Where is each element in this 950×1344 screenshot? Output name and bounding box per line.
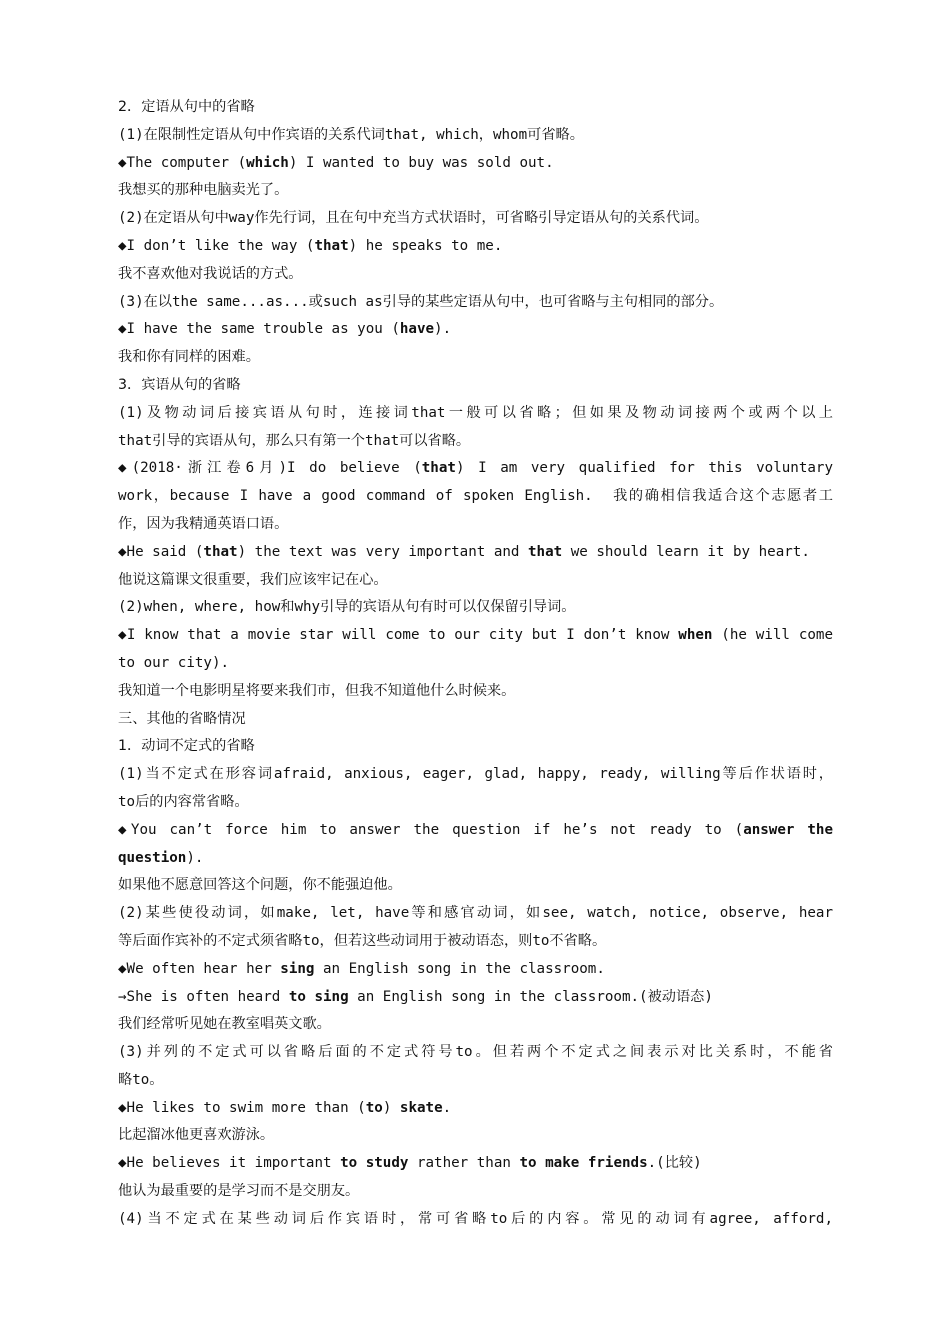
example-sentence: to our city). [118, 654, 230, 671]
example-translation: 比起溜冰他更喜欢游泳。 [118, 1127, 275, 1144]
rule-text: (3)并列的不定式可以省略后面的不定式符号to。但若两个不定式之间表示对比关系时，不能省 [118, 1044, 833, 1061]
example-sentence: ◆He likes to swim more than (to) skate. [118, 1099, 452, 1116]
rule-text: (4)当不定式在某些动词后作宾语时，常可省略to后的内容。常见的动词有agree, afford, [118, 1210, 833, 1227]
example-translation: 我和你有同样的困难。 [118, 349, 260, 366]
example-sentence: ◆The computer (which) I wanted to buy was sold out. [118, 154, 554, 171]
example-translation: 他认为最重要的是学习而不是交朋友。 [118, 1183, 360, 1200]
example-sentence: ◆(2018·浙江卷6月)I do believe (that) I am very qualified for this voluntary [118, 460, 833, 477]
example-sentence: →She is often heard to sing an English song in the classroom.(被动语态) [118, 988, 713, 1005]
rule-text: 等后面作宾补的不定式须省略to，但若这些动词用于被动语态，则to不省略。 [118, 932, 607, 949]
example-sentence: ◆I don’t like the way (that) he speaks to me. [118, 237, 503, 254]
example-sentence: ◆I have the same trouble as you (have). [118, 321, 452, 338]
example-translation: 我不喜欢他对我说话的方式。 [118, 265, 303, 282]
example-translation: 我们经常听见她在教室唱英文歌。 [118, 1016, 331, 1033]
rule-text: (1)及物动词后接宾语从句时，连接词that一般可以省略；但如果及物动词接两个或两个以上 [118, 404, 833, 421]
heading-infinitive-ellipsis: 1．动词不定式的省略 [118, 738, 255, 755]
rule-text: (2)when, where, how和why引导的宾语从句有时可以仅保留引导词。 [118, 599, 576, 616]
rule-text: (2)某些使役动词，如make, let, have等和感官动词，如see, watch, notice, observe, hear [118, 905, 833, 922]
rule-text: to后的内容常省略。 [118, 793, 249, 810]
rule-text: that引导的宾语从句，那么只有第一个that可以省略。 [118, 432, 471, 449]
example-sentence: ◆I know that a movie star will come to our city but I don’t know when (he will come [118, 627, 833, 644]
example-sentence: work，because I have a good command of spoken English. 我的确相信我适合这个志愿者工 [118, 488, 833, 505]
heading-other-ellipsis: 三、其他的省略情况 [118, 710, 246, 727]
example-sentence: question). [118, 849, 204, 866]
rule-text: (2)在定语从句中way作先行词，且在句中充当方式状语时，可省略引导定语从句的关系代词。 [118, 210, 709, 227]
example-translation: 他说这篇课文很重要，我们应该牢记在心。 [118, 571, 388, 588]
example-sentence: ◆He believes it important to study rather than to make friends.(比较) [118, 1155, 702, 1172]
example-sentence: ◆He said (that) the text was very important and that we should learn it by heart. [118, 543, 810, 560]
document-page [118, 94, 833, 1234]
example-translation: 我知道一个电影明星将要来我们市，但我不知道他什么时候来。 [118, 682, 516, 699]
heading-object-clause-ellipsis: 3．宾语从句的省略 [118, 376, 241, 393]
rule-text: (1)在限制性定语从句中作宾语的关系代词that, which，whom可省略。 [118, 126, 584, 143]
example-translation: 作，因为我精通英语口语。 [118, 515, 289, 532]
rule-text: (3)在以the same...as...或such as引导的某些定语从句中，也可省略与主句相同的部分。 [118, 293, 724, 310]
example-translation: 如果他不愿意回答这个问题，你不能强迫他。 [118, 877, 402, 894]
rule-text: 略to。 [118, 1071, 164, 1088]
rule-text: (1)当不定式在形容词afraid, anxious, eager, glad, happy, ready, willing等后作状语时， [118, 766, 833, 783]
example-sentence: ◆You can’t force him to answer the question if he’s not ready to (answer the [118, 821, 833, 838]
example-sentence: ◆We often hear her sing an English song in the classroom. [118, 960, 605, 977]
heading-relative-clause-ellipsis: 2．定语从句中的省略 [118, 99, 255, 115]
example-translation: 我想买的那种电脑卖光了。 [118, 182, 289, 199]
